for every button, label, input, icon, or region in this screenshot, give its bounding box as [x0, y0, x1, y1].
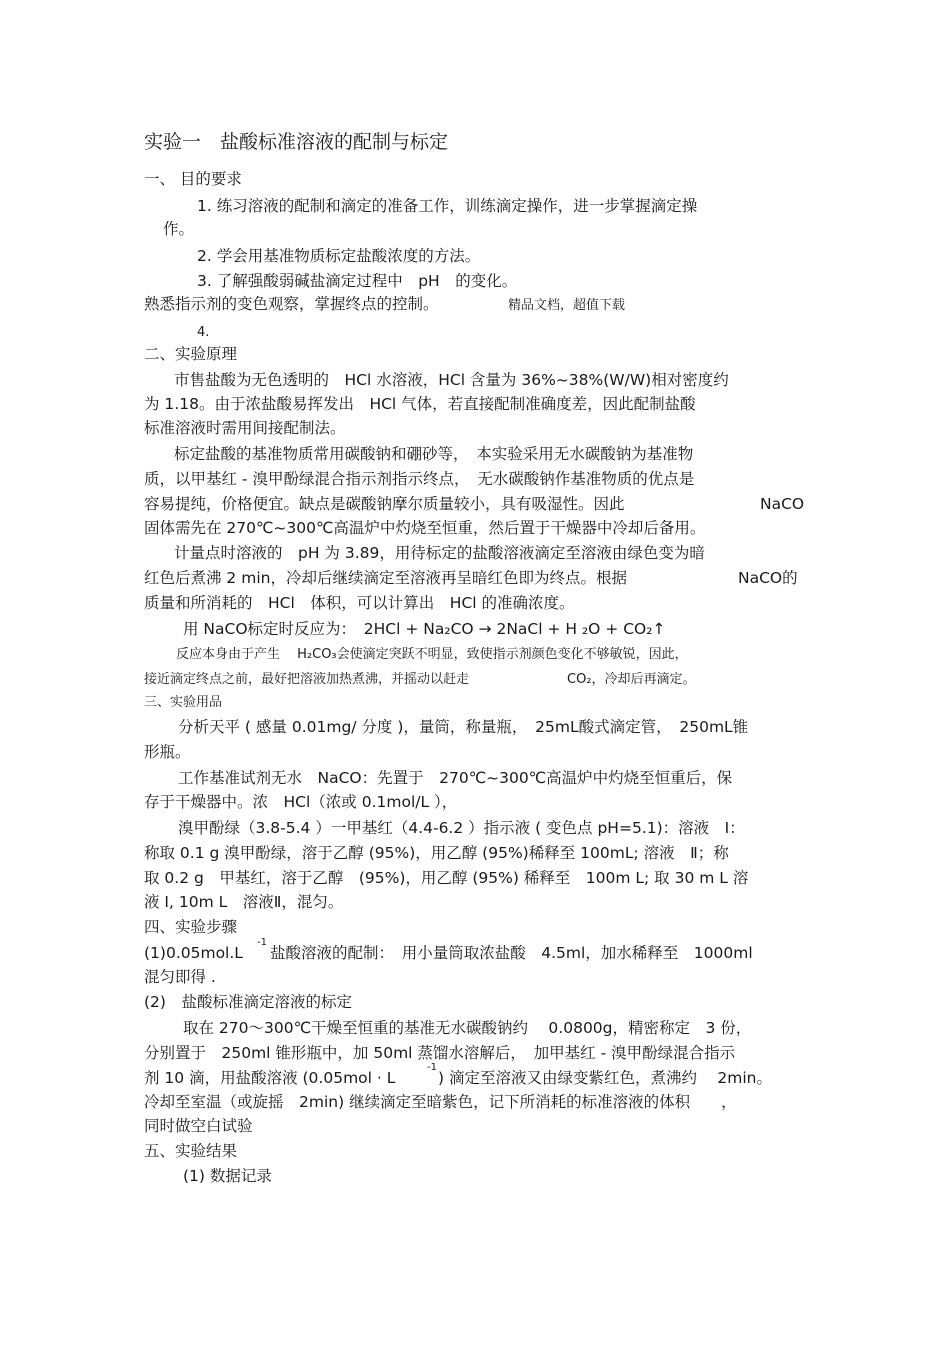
step-2-line-5: 同时做空白试验 — [144, 1117, 253, 1135]
principle-line-7: 固体需先在 270℃~300℃高温炉中灼烧至恒重，然后置于干燥器中冷却后备用。 — [144, 519, 706, 537]
principle-line-3: 标准溶液时需用间接配制法。 — [144, 419, 346, 437]
materials-line-5: 溴甲酚绿（3.8-5.4 ）一甲基红（4.4-6.2 ）指示液 ( 变色点 pH=5.1)：溶液 Ⅰ： — [178, 819, 745, 837]
section-heading-aims: 一、 目的要求 — [144, 170, 242, 188]
principle-line-6-formula: NaCO — [760, 495, 805, 513]
page-title: 实验一 盐酸标准溶液的配制与标定 — [144, 131, 449, 153]
aim-3-continued: 熟悉指示剂的变色观察，掌握终点的控制。 — [144, 295, 439, 313]
materials-line-4: 存于干燥器中。浓 HCl（浓或 0.1mol/L ）， — [144, 793, 458, 811]
reaction-equation: 用 NaCO标定时反应为： 2HCl + Na₂CO → 2NaCl + H ₂O + CO₂↑ — [183, 620, 666, 638]
section-heading-materials: 三、实验用品 — [144, 695, 223, 710]
materials-line-1: 分析天平 ( 感量 0.01mg/ 分度 )，量筒，称量瓶， 25mL酸式滴定管， 250mL锥 — [178, 718, 749, 736]
step-2-line-1: 取在 270～300℃干燥至恒重的基准无水碳酸钠约 0.0800g，精密称定 3 份， — [183, 1019, 752, 1037]
materials-line-2: 形瓶。 — [144, 743, 191, 761]
aim-3: 3. 了解强酸弱碱盐滴定过程中 pH 的变化。 — [197, 272, 518, 290]
watermark-text: 精品文档，超值下载 — [508, 298, 626, 313]
aim-2: 2. 学会用基准物质标定盐酸浓度的方法。 — [197, 247, 481, 265]
principle-line-9: 红色后煮沸 2 min，冷却后继续滴定至溶液再呈暗红色即为终点。根据 — [144, 569, 627, 587]
principle-line-10: 质量和所消耗的 HCl 体积，可以计算出 HCl 的准确浓度。 — [144, 594, 575, 612]
step-2-line-3-end: ) 滴定至溶液又由绿变紫红色，煮沸约 2min。 — [438, 1069, 772, 1087]
materials-line-3: 工作基准试剂无水 NaCO：先置于 270℃~300℃高温炉中灼烧至恒重后，保 — [178, 769, 733, 787]
aim-4: 4. — [197, 325, 210, 340]
step-1-label: (1)0.05mol.L — [144, 944, 243, 962]
step-1-superscript: -1 — [257, 937, 267, 948]
principle-note-2: 接近滴定终点之前，最好把溶液加热煮沸，并摇动以赶走 — [144, 672, 470, 687]
principle-line-9-formula: NaCO的 — [738, 569, 798, 587]
section-heading-steps: 四、实验步骤 — [144, 918, 238, 936]
aim-1-line-1: 1. 练习溶液的配制和滴定的准备工作，训练滴定操作，进一步掌握滴定操 — [197, 197, 698, 215]
section-heading-results: 五、实验结果 — [144, 1142, 238, 1160]
results-line-1: (1) 数据记录 — [183, 1167, 272, 1185]
principle-line-8: 计量点时溶液的 pH 为 3.89，用待标定的盐酸溶液滴定至溶液由绿色变为暗 — [174, 544, 705, 562]
materials-line-6: 称取 0.1 g 溴甲酚绿，溶于乙醇 (95%)，用乙醇 (95%)稀释至 100mL; 溶液 Ⅱ；称 — [144, 844, 729, 862]
step-2-superscript: -1 — [427, 1062, 437, 1073]
principle-note-1: 反应本身由于产生 H₂CO₃会使滴定突跃不明显，致使指示剂颜色变化不够敏锐，因此， — [176, 647, 688, 662]
principle-note-2-end: CO₂，冷却后再滴定。 — [567, 672, 696, 687]
step-2-heading: (2) 盐酸标准滴定溶液的标定 — [144, 993, 352, 1011]
step-2-line-4: 冷却至室温（或旋摇 2min) 继续滴定至暗紫色，记下所消耗的标准溶液的体积 ， — [144, 1093, 737, 1111]
step-1-text: 盐酸溶液的配制： 用小量筒取浓盐酸 4.5ml，加水稀释至 1000ml — [270, 944, 753, 962]
step-1-line-2: 混匀即得 . — [144, 968, 216, 986]
principle-line-1: 市售盐酸为无色透明的 HCl 水溶液，HCl 含量为 36%~38%(W/W)相对密度约 — [174, 371, 729, 389]
step-2-line-2: 分别置于 250ml 锥形瓶中，加 50ml 蒸馏水溶解后， 加甲基红 - 溴甲酚绿混合指示 — [144, 1044, 736, 1062]
materials-line-7: 取 0.2 g 甲基红，溶于乙醇 (95%)，用乙醇 (95%) 稀释至 100m L; 取 30 m L 溶 — [144, 869, 749, 887]
principle-line-4: 标定盐酸的基准物质常用碳酸钠和硼砂等， 本实验采用无水碳酸钠为基准物 — [174, 445, 694, 463]
aim-1-line-2: 作。 — [163, 220, 195, 238]
principle-line-2: 为 1.18。由于浓盐酸易挥发出 HCl 气体，若直接配制准确度差，因此配制盐酸 — [144, 395, 696, 413]
principle-line-5: 质，以甲基红 - 溴甲酚绿混合指示剂指示终点， 无水碳酸钠作基准物质的优点是 — [144, 470, 695, 488]
materials-line-8: 液 I, 10m L 溶液Ⅱ，混匀。 — [144, 893, 344, 911]
section-heading-principle: 二、实验原理 — [144, 345, 238, 363]
principle-line-6: 容易提纯，价格便宜。缺点是碳酸钠摩尔质量较小，具有吸湿性。因此 — [144, 495, 625, 513]
step-2-line-3: 剂 10 滴，用盐酸溶液 (0.05mol · L — [144, 1069, 396, 1087]
